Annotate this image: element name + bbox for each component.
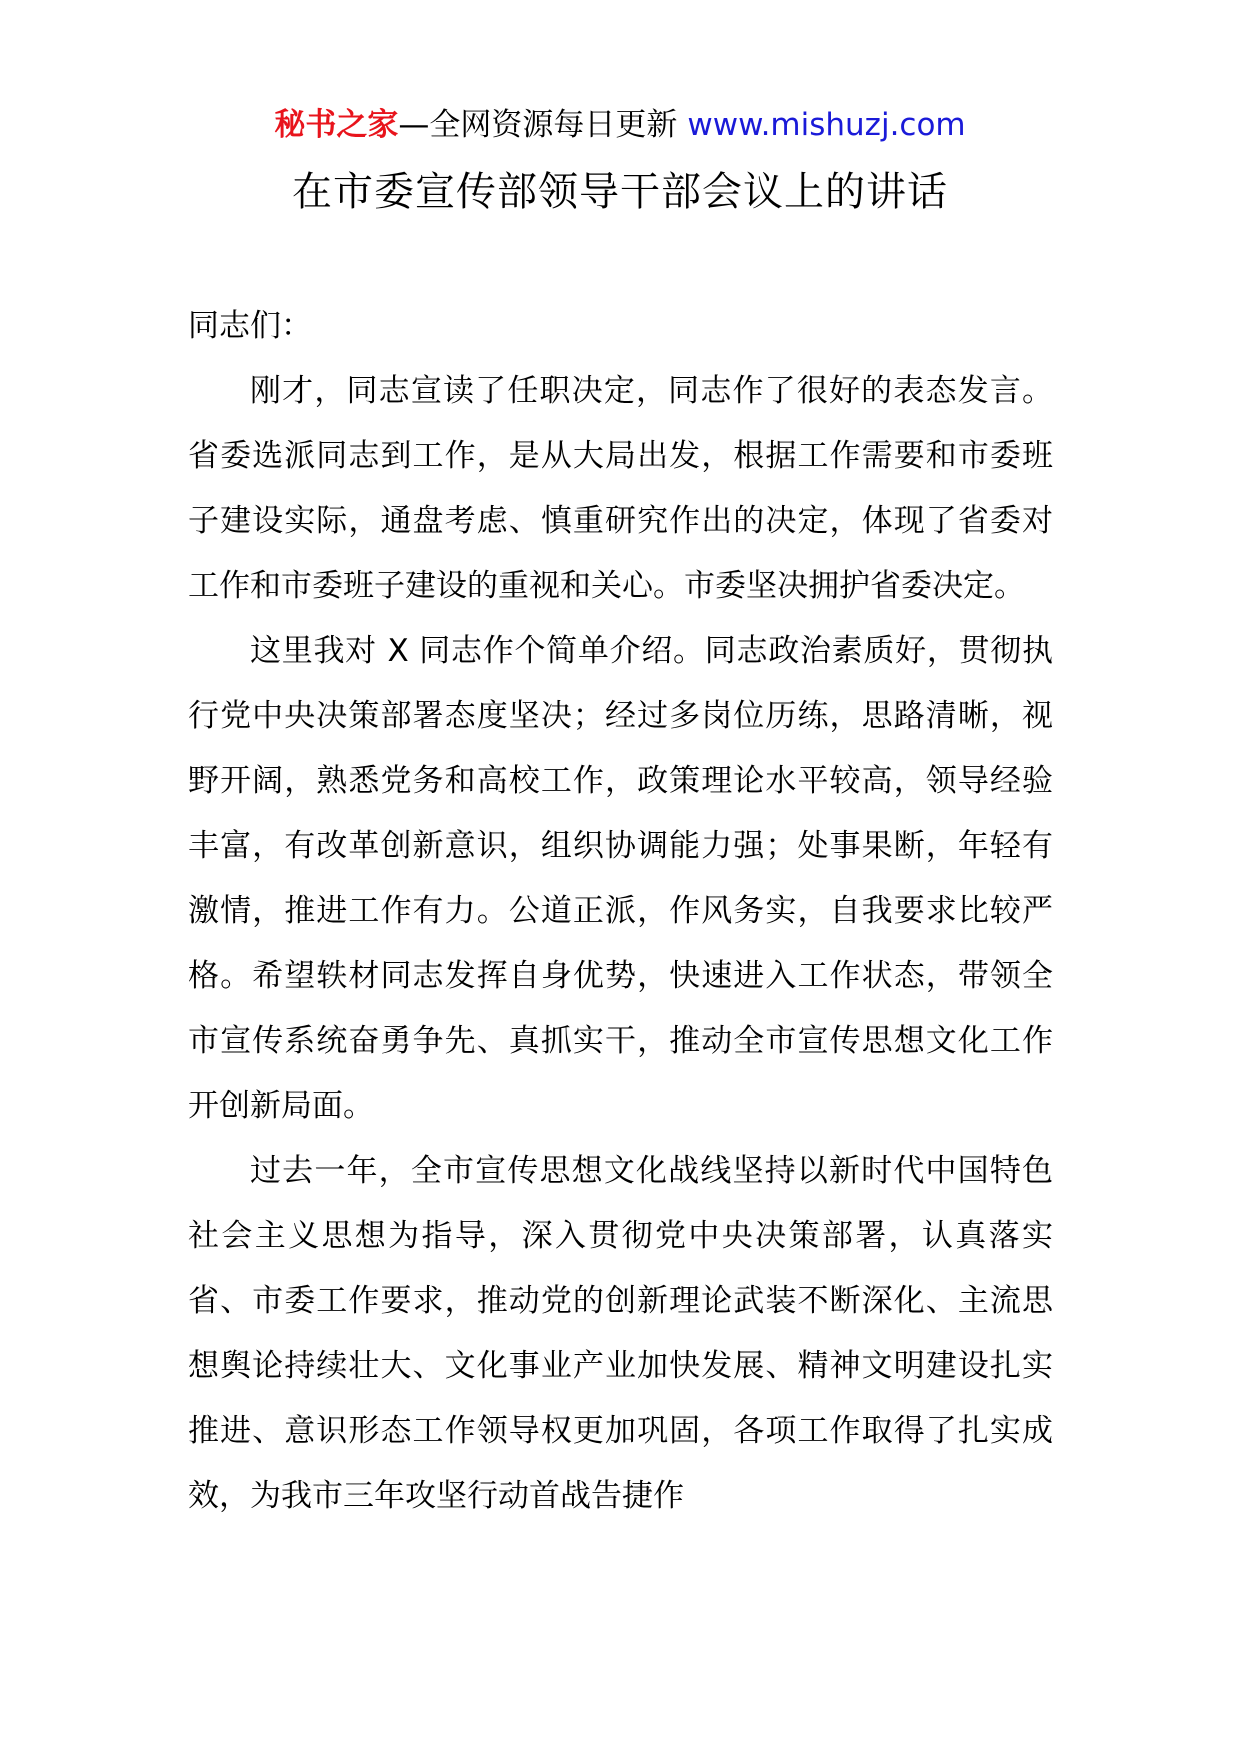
site-url-link[interactable]: www.mishuzj.com [687,107,966,143]
site-header [0,100,1240,150]
paragraph-3: 过去一年，全市宣传思想文化战线坚持以新时代中国特色社会主义思想为指导，深入贯彻党中央决策部署，认真落实省、市委工作要求，推动党的创新理论武装不断深化、主流思想舆论持续壮大、文化事业产业加快发展、精神文明建设扎实推进、意识形态工作领导权更加巩固，各项工作取得了扎实成效，为我市三年攻坚行动首战告捷作 [188,1153,1053,1514]
brand-name: 秘书之家 [274,107,399,143]
document-title: 在市委宣传部领导干部会议上的讲话 [292,169,948,215]
header-slogan: —全网资源每日更新 [398,107,678,143]
salutation: 同志们： [188,308,312,344]
document-body [188,294,1053,1529]
paragraph-2: 这里我对 X 同志作个简单介绍。同志政治素质好，贯彻执行党中央决策部署态度坚决；经过多岗位历练，思路清晰，视野开阔，熟悉党务和高校工作，政策理论水平较高，领导经验丰富，有改革创新意识，组织协调能力强；处事果断，年轻有激情，推进工作有力。公道正派，作风务实，自我要求比较严格。希望轶材同志发挥自身优势，快速进入工作状态，带领全市宣传系统奋勇争先、真抓实干，推动全市宣传思想文化工作开创新局面。 [188,633,1053,1124]
paragraph-1: 刚才，同志宣读了任职决定，同志作了很好的表态发言。省委选派同志到工作，是从大局出发，根据工作需要和市委班子建设实际，通盘考虑、慎重研究作出的决定，体现了省委对工作和市委班子建设的重视和关心。市委坚决拥护省委决定。 [188,373,1053,604]
